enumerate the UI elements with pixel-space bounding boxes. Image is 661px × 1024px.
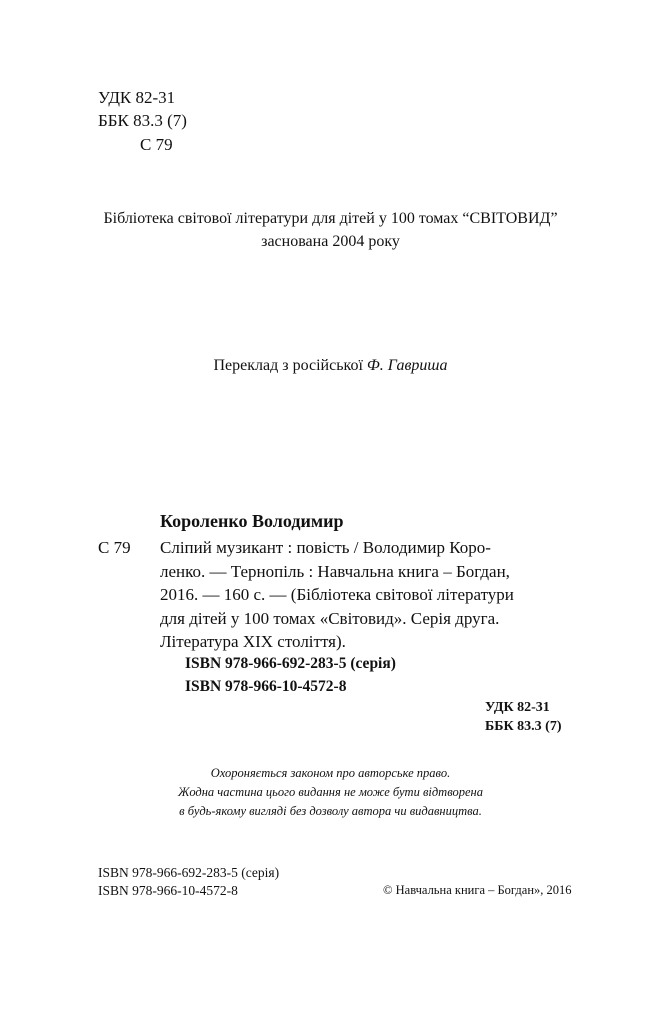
footer-copyright: © Навчальна книга – Богдан», 2016 [383,883,572,897]
catalog-udk: УДК 82-31 [485,700,550,715]
footer-isbn-book: ISBN 978-966-10-4572-8 [98,883,238,898]
catalog-isbn-series: ISBN 978-966-692-283-5 (серія) [185,655,396,672]
catalog-isbn-book: ISBN 978-966-10-4572-8 [185,678,347,695]
series-founded: заснована 2004 року [261,233,400,250]
catalog-author-mark: С 79 [98,538,131,557]
copyright-notice-line: Жодна частина цього видання не може бути відтворена [178,785,483,799]
udk-code-top: УДК 82-31 [98,88,176,107]
translator-name: Ф. Гавриша [366,357,448,374]
author-mark-top: С 79 [140,135,173,154]
catalog-description-line: Література XIX століття). [160,632,346,651]
catalog-bbk: ББК 83.3 (7) [485,719,562,734]
series-title: Бібліотека світової літератури для дітей у 100 томах “СВІТОВИД” [103,210,558,227]
catalog-description-line: ленко. — Тернопіль : Навчальна книга – Богдан, [160,561,510,581]
catalog-description-line: 2016. — 160 с. — (Бібліотека світової літератури [160,585,514,604]
copyright-notice-line: Охороняється законом про авторське право. [210,766,451,780]
footer-isbn-series: ISBN 978-966-692-283-5 (серія) [98,865,280,880]
catalog-description [160,536,514,654]
copyright-notice-line: в будь-якому вигляді без дозволу автора чи видавництва. [179,804,482,818]
catalog-description-line: Сліпий музикант : повість / Володимир Коро- [160,538,491,557]
catalog-author: Короленко Володимир [160,511,344,531]
catalog-description-line: для дітей у 100 томах «Світовид». Серія друга. [160,608,500,628]
translation-label: Переклад з російської [213,357,367,374]
copyright-notice [0,764,661,821]
translation-credit [0,357,661,375]
bbk-code-top: ББК 83.3 (7) [98,111,187,130]
